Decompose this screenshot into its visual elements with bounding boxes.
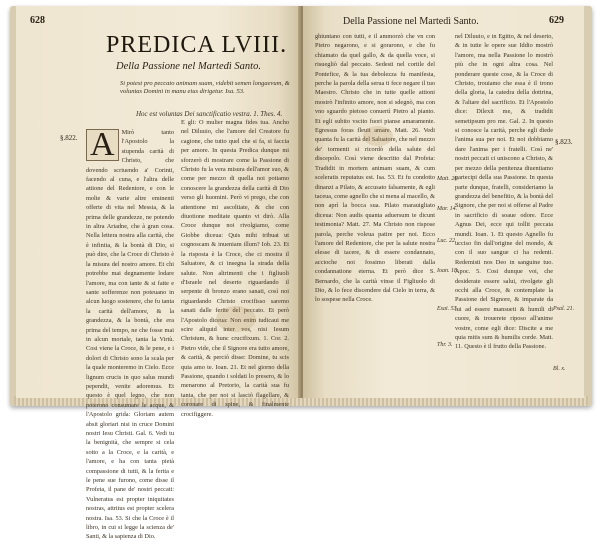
page-number-left: 628: [30, 15, 45, 26]
right-column-2: [455, 32, 553, 394]
section-marker-right: §.823.: [555, 138, 573, 146]
left-column-2-text: E gli: O mulier magna fides tua. Ancho nel Diluuio, che l'amore del Creatore fu cagione, che tutto quel che si fa, si faccia per amore. In questa Predica dunque mi sforzerò di mostrare come la Passione di Christo fu la vera misura dell'amor suo, & come per mezzo di quella noi potiamo conoscere la grandezza della carità di Dio verso gli huomini. Però vi prego, che con attentione mi ascoltiate, & che con diuotione meditate quanto vi dirò. Alla Croce dunque noi rivolgiamo, come Giobbe diceua: Quis mihi tribuat ut cognoscam & inueniam illum? Iob. 23. Et la risposta è la Croce, che ci mostra il Saluatore, & ci insegna la strada della salute. Non altrimenti che i figliuoli d'Israele nel deserto riguardando il serpente di bronzo erano sanati, così noi riguardando Christo crocifisso saremo sanati dalle ferite del peccato. Et però l'Apostolo diceua: Non enim iudicaui me scire aliquid inter vos, nisi Iesum Christum, & hunc crucifixum. 1. Cor. 2. Pietro vide, che il Signore era tutto amore, & carità, & perciò disse: Domine, tu scis quia amo te. Ioan. 21. Et nel giorno della Passione, quando i soldati lo presero, & lo menarono al Pretorio, la carità sua fu tanta, che per noi si lasciò flagellare, & coronare di spine, & finalmente crocifiggere.: [181, 119, 289, 418]
left-page: [16, 6, 301, 541]
page-number-right: 629: [549, 15, 564, 26]
margin-note: Thr. 3.: [437, 342, 453, 348]
paper-stain: [363, 126, 393, 146]
margin-note: Ioan. 18.: [437, 268, 459, 274]
right-column-1-text: ghiuntano con tutti, e il ammorzò che vn con Pietro negarono, e si gorarono, e che fu chiamato da quel gallo, & da quella voce, si risuegliò dal peccato. Sedesti nel cortile del Pontefice, & la tua debolezza fu manifesta, perche la parola della serua ti fece negare il tuo Maestro. Christo che in tutte quelle attioni mostrò l'infinito amore, non si sdegnò, ma con vno sguardo pietoso conuertì Pietro al pianto. Et egli subito vscito fuori pianse amaramente. Egressus foras fleuit amare. Matt. 26. Vedi quanta fu la carità del Saluatore, che nel mezzo de' tormenti si ricordò della salute del discepolo. Così viene descritto dal Profeta: Tradidit in mortem animam suam, & cum sceleratis reputatus est. Isa. 53. Et fu condotto dinanzi a Pilato, & accusato falsamente, & egli taceua, come agnello che si mena al macello, & non aprì la bocca sua. Pilato marauigliato diceua: Non audis quanta aduersum te dicunt testimonia? Matt. 27. Ma Christo non rispose parola, perche voleua patire per noi. Ecco l'amore del Redentore, che per la salute nostra elesse di tacere, & di essere condannato, accioche noi fossimo liberati dalla condannatione eterna. Et però dice S. Bernardo, che la carità vinse il Figliuolo di Dio, & lo fece discendere dal Cielo in terra, & lo sospese nella Croce.: [315, 33, 435, 304]
drop-cap: A: [86, 129, 119, 161]
left-column-2: [181, 118, 289, 418]
right-column-2-text: nel Diluuio, e in Egitto, & nel deserto, & in tutte le opere sue Iddio mostrò l'amore, ma nella Passione lo mostrò più che in ogni altra cosa. Nel ponderare queste cose, & la Croce di Christo, trouiamo che essa è il trono della gloria, la catedra della dottrina, & l'altare del sacrificio. Et l'Apostolo dice: Dilexit me, & tradidit semetipsum pro me. Gal. 2. In questo si conosce la carità, perche egli diede l'anima sua per noi. Et noi dobbiamo dare l'anima per i fratelli. Così ne' nostri peccati ci uniscono a Christo, & per mezzo della penitenza diuentiamo partecipi della sua Passione. In questa parte dunque, fratelli, consideriamo la grandezza del benefitio, & la bontà del Signore, che per noi si offerse al Padre in sacrificio di soaue odore. Ecce Agnus Dei, ecce qui tollit peccata mundi. Ioan. 1. Et questo Agnello fu ucciso fin dall'origine del mondo, & con il suo sangue ci ha redenti. Redemisti nos Deo in sanguine tuo. Apoc. 5. Cosi dunque voi, che desiderate essere salui, rivolgete gli occhi alla Croce, & contemplate la Passione del Signore, & imparate da lui ad essere mansueti & humili di cuore, & trouerete riposo all'anime vostre, come egli dice: Discite a me quia mitis sum & humilis corde. Matt. 11. Questo è il frutto della Passione.: [455, 33, 553, 351]
running-head: Della Passione nel Martedì Santo.: [343, 16, 479, 27]
epigraph-quote: Si potest pro peccato animam suam, videbit semen longaevum, & voluntas Domini in manu eius dirigetur. Isa. 53.: [120, 80, 290, 95]
margin-note: Luc. 22.: [437, 238, 457, 244]
sermon-title: PREDICA LVIII.: [106, 32, 288, 58]
left-column-1: [86, 126, 174, 541]
margin-note: Bl. x.: [553, 366, 566, 372]
sermon-subtitle: Della Passione nel Martedì Santo.: [116, 61, 261, 72]
hoc-est-line: Hoc est voluntas Dei sanctificatio vestra. 1. Thes. 4.: [136, 110, 283, 118]
margin-note: Esai. 53.: [437, 306, 459, 312]
right-column-1: [315, 32, 435, 394]
left-column-1-text: Mirò tanto l'Apostolo la stupenda carità di Christo, che dovendo scriuendo a' Corinti, facendo al cuna, e l'altra delle attione del Redentore, e con le molte & varie altre eminenti offerte di vita nel Messia, & la prima delle grandezze, ne potendo in altra Ariadne, che à gran cosa. Nella lettera nostra alla carità, che è infinita, & la bontà di Dio, si può dire, che la Croce di Christo è la misura del nostro amore. Et chi potrebbe mai degnamente lodare l'amore, ma con tante & si fatte e sante sofferenze non poteuano in alcun luogo sostenere, che fu tanta la carità dell'amore, & la grandezza, & la bontà, che era prima del tempo, ne che fosse mai in alcun mortale, tanta la Virtù. Cosi viene la Croce, & le pene, e i dolori di Christo sono la scala per la quale monteremo in Cielo. Ecce lignum crucis in quo salus mundi pependit, venite adoremus. Et questo è quel legno, che non poterono consumare le acque, & l'Apostolo grida: Gloriam autem absit gloriari nisi in cruce Domini nostri Iesu Christi. Gal. 6. Vedi tu la benignità, che sempre si cela sotto a la Croce, e la carità, e l'amore, e ha con tanta pietà compassione di tutti, & la ferita e le pene sue furono, come disse il Profeta, il pane de' nostri peccati: Vulneratus est propter iniquitates nostras, attritus est propter scelera nostra. Isa. 53. Si che la Croce è il libro, in cui si legge la scienza de' Santi, & la sapienza di Dio.: [86, 129, 174, 541]
margin-note: Mar. 14.: [437, 206, 458, 212]
paper-stain: [216, 306, 256, 332]
margin-note: Psal. 21.: [553, 306, 575, 312]
right-page: [303, 6, 584, 398]
section-marker-left: §.822.: [60, 134, 78, 142]
margin-note: Matt. 26.: [437, 176, 459, 182]
